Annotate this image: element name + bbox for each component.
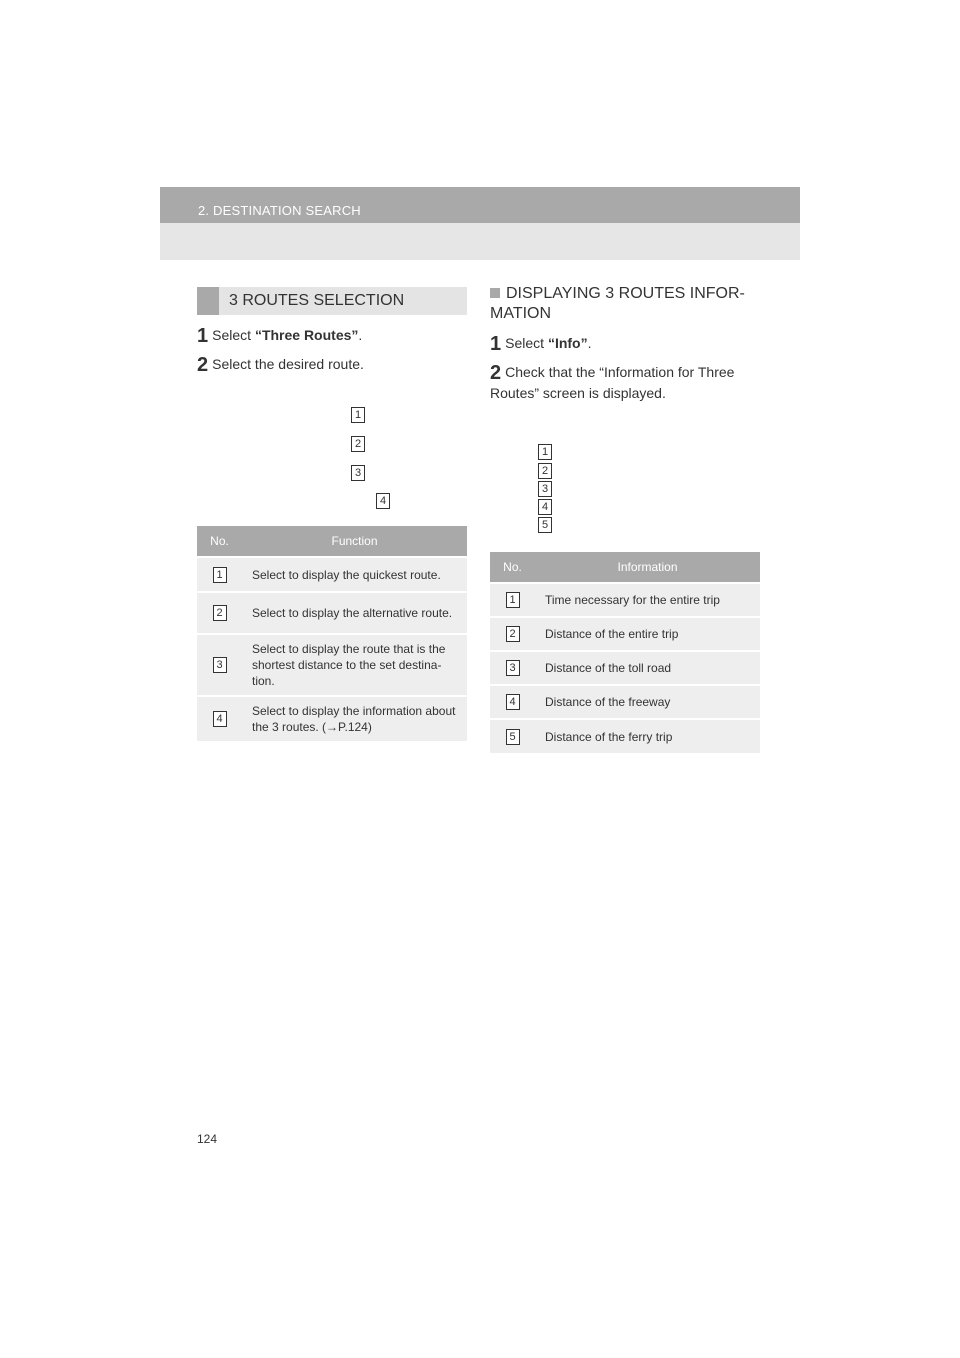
right-step-2: 2 Check that the “Information for Three Routes” screen is displayed. bbox=[490, 362, 735, 401]
callout-5: 5 bbox=[538, 517, 552, 533]
header-band bbox=[160, 223, 800, 260]
callout-4: 4 bbox=[376, 493, 390, 509]
table-row: 2 Distance of the entire trip bbox=[490, 617, 760, 651]
table-row: 5 Distance of the ferry trip bbox=[490, 719, 760, 753]
section-title: 2. DESTINATION SEARCH bbox=[198, 203, 361, 218]
callout-2: 2 bbox=[538, 463, 552, 479]
right-step-1: 1 Select “Info”. bbox=[490, 333, 592, 355]
heading-square-icon bbox=[490, 288, 500, 298]
table-row: 2 Select to display the alternative route. bbox=[197, 592, 467, 634]
function-table bbox=[197, 526, 467, 741]
table-row: 3 Distance of the toll road bbox=[490, 651, 760, 685]
callout-4: 4 bbox=[538, 499, 552, 515]
right-section-heading: DISPLAYING 3 ROUTES INFOR-MATION bbox=[490, 285, 745, 322]
table-row: 1 Select to display the quickest route. bbox=[197, 557, 467, 592]
col-header-information: Information bbox=[535, 552, 760, 583]
col-header-no: No. bbox=[197, 526, 242, 557]
callout-1: 1 bbox=[351, 407, 365, 423]
page-number: 124 bbox=[197, 1132, 218, 1146]
callout-3: 3 bbox=[538, 481, 552, 497]
left-step-2: 2 Select the desired route. bbox=[197, 354, 364, 376]
left-section-heading bbox=[197, 287, 467, 315]
section-header bbox=[160, 187, 800, 223]
table-row: 3 Select to display the route that is the shortest distance to the set destina-tion. bbox=[197, 634, 467, 696]
col-header-function: Function bbox=[242, 526, 467, 557]
table-row: 4 Distance of the freeway bbox=[490, 685, 760, 719]
callout-3: 3 bbox=[351, 465, 365, 481]
information-table bbox=[490, 552, 760, 753]
left-step-1: 1 Select “Three Routes”. bbox=[197, 325, 363, 347]
callout-1: 1 bbox=[538, 444, 552, 460]
left-heading-text: 3 ROUTES SELECTION bbox=[229, 292, 405, 309]
callout-2: 2 bbox=[351, 436, 365, 452]
table-row: 1 Time necessary for the entire trip bbox=[490, 583, 760, 617]
heading-marker bbox=[197, 287, 219, 315]
table-row: 4 Select to display the information about the 3 routes. (→P.124) bbox=[197, 696, 467, 741]
col-header-no: No. bbox=[490, 552, 535, 583]
